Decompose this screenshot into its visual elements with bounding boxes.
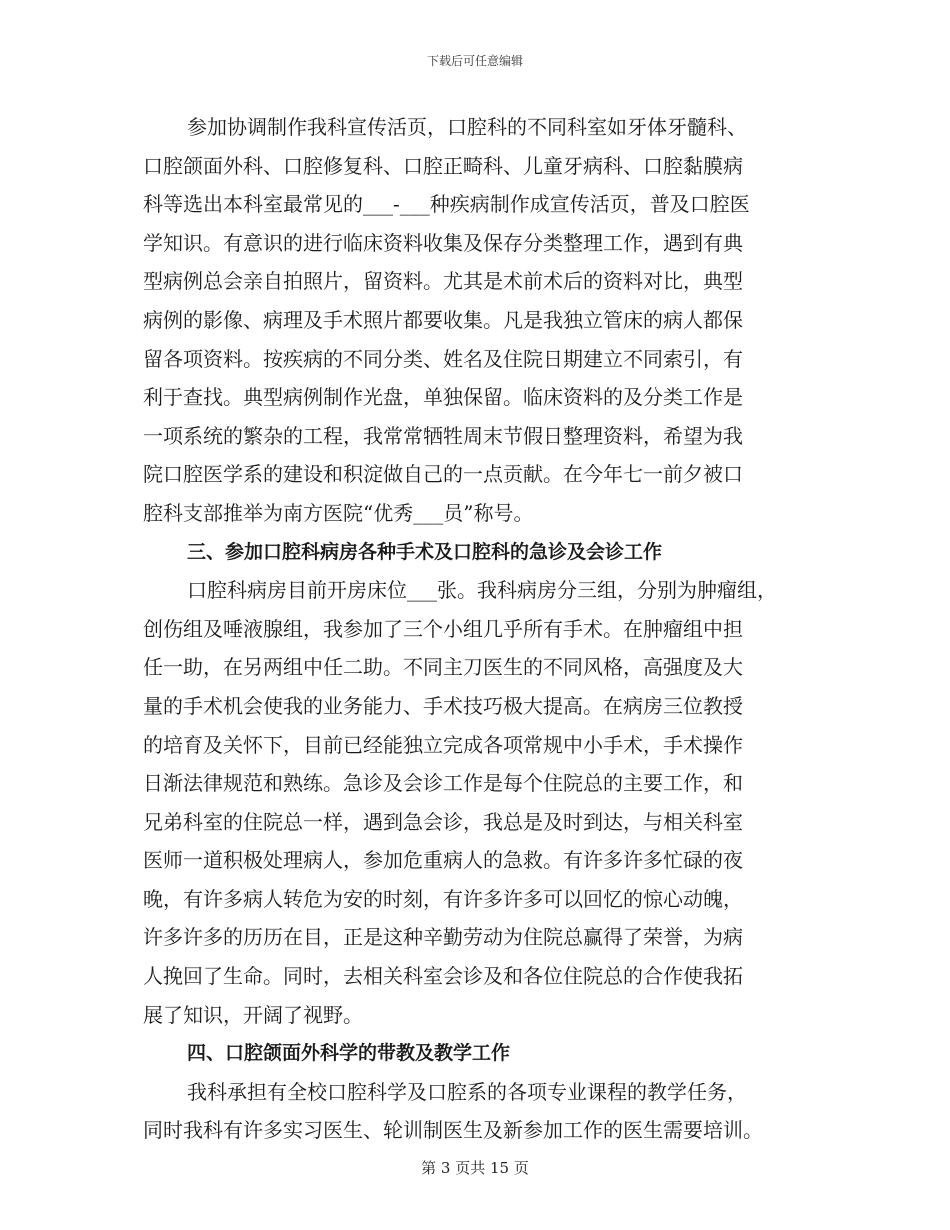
paragraph-line: 晚，有许多病人转危为安的时刻，有许多许多可以回忆的惊心动魄， bbox=[143, 886, 743, 911]
paragraph-line: 日渐法律规范和熟练。急诊及会诊工作是每个住院总的主要工作，和 bbox=[143, 771, 743, 796]
paragraph-line: 留各项资料。按疾病的不同分类、姓名及住院日期建立不同索引，有 bbox=[143, 346, 743, 371]
section-heading-4: 四、口腔颌面外科学的带教及教学工作 bbox=[187, 1042, 511, 1065]
paragraph-line: 兄弟科室的住院总一样，遇到急会诊，我总是及时到达，与相关科室 bbox=[143, 809, 743, 834]
paragraph-line: 腔科支部推举为南方医院“优秀___员”称号。 bbox=[143, 500, 534, 525]
paragraph-line: 展了知识，开阔了视野。 bbox=[143, 1002, 363, 1027]
paragraph-line: 我科承担有全校口腔科学及口腔系的各项专业课程的教学任务， bbox=[187, 1079, 747, 1104]
paragraph-line: 一项系统的繁杂的工程，我常常牺牲周末节假日整理资料，希望为我 bbox=[143, 423, 743, 448]
paragraph-line: 创伤组及唾液腺组，我参加了三个小组几乎所有手术。在肿瘤组中担 bbox=[143, 616, 743, 641]
page-header: 下载后可任意编辑 bbox=[426, 54, 523, 68]
paragraph-line: 口腔科病房目前开房床位___张。我科病房分三组，分别为肿瘤组， bbox=[187, 578, 777, 603]
paragraph-line: 任一助，在另两组中任二助。不同主刀医生的不同风格，高强度及大 bbox=[143, 655, 743, 680]
paragraph-line: 同时我科有许多实习医生、轮训制医生及新参加工作的医生需要培训。 bbox=[143, 1118, 763, 1143]
paragraph-line: 量的手术机会使我的业务能力、手术技巧极大提高。在病房三位教授 bbox=[143, 693, 743, 718]
paragraph-line: 型病例总会亲自拍照片，留资料。尤其是术前术后的资料对比，典型 bbox=[143, 269, 743, 294]
paragraph-line: 许多许多的历历在目，正是这种辛勤劳动为住院总赢得了荣誉，为病 bbox=[143, 925, 743, 950]
paragraph-line: 的培育及关怀下，目前已经能独立完成各项常规中小手术，手术操作 bbox=[143, 732, 743, 757]
paragraph-line: 病例的影像、病理及手术照片都要收集。凡是我独立管床的病人都保 bbox=[143, 307, 743, 332]
paragraph-line: 参加协调制作我科宣传活页，口腔科的不同科室如牙体牙髓科、 bbox=[187, 115, 747, 139]
paragraph-line: 人挽回了生命。同时，去相关科室会诊及和各位住院总的合作使我拓 bbox=[143, 964, 743, 989]
paragraph-line: 利于查找。典型病例制作光盘，单独保留。临床资料的及分类工作是 bbox=[143, 385, 743, 410]
paragraph-line: 医师一道积极处理病人，参加危重病人的急救。有许多许多忙碌的夜 bbox=[143, 848, 743, 873]
paragraph-line: 口腔颌面外科、口腔修复科、口腔正畸科、儿童牙病科、口腔黏膜病 bbox=[143, 153, 743, 178]
paragraph-line: 院口腔医学系的建设和积淀做自己的一点贡献。在今年七一前夕被口 bbox=[143, 462, 743, 487]
section-heading-3: 三、参加口腔科病房各种手术及口腔科的急诊及会诊工作 bbox=[187, 540, 663, 563]
paragraph-line: 科等选出本科室最常见的___-___种疾病制作成宣传活页，普及口腔医 bbox=[143, 192, 750, 217]
page-footer: 第 3 页共 15 页 bbox=[421, 1159, 529, 1177]
paragraph-line: 学知识。有意识的进行临床资料收集及保存分类整理工作，遇到有典 bbox=[143, 230, 743, 255]
body-text bbox=[143, 108, 823, 1150]
